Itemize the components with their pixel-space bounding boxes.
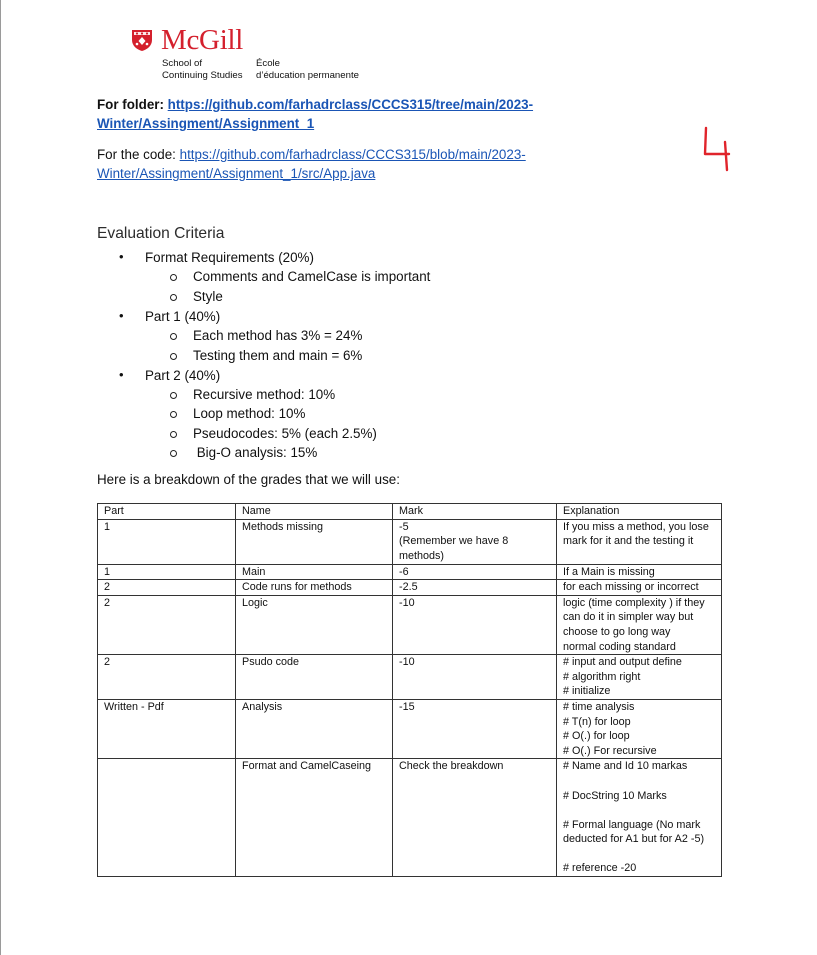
circle-bullet-icon [170, 353, 177, 360]
explanation-line: # initialize [563, 685, 611, 698]
breakdown-intro: Here is a breakdown of the grades that we will use: [97, 472, 400, 487]
explanation-line: can do it in simpler way but [563, 611, 694, 624]
bullet-icon: • [119, 308, 124, 323]
explanation-line: mark for it and the testing it [563, 535, 694, 548]
folder-link-line1[interactable]: https://github.com/farhadrclass/CCCS315/tree/main/2023- [167, 97, 534, 112]
circle-bullet-icon [170, 274, 177, 281]
mark-line: -5 [399, 520, 409, 533]
explanation-line: deducted for A1 but for A2 -5) [563, 833, 705, 846]
cell-explanation [557, 655, 722, 700]
logo-subtitle-fr-line2: d’éducation permanente [256, 70, 359, 81]
explanation-line: # Formal language (No mark [563, 818, 701, 831]
folder-paragraph [97, 95, 533, 133]
mark-line: -6 [399, 565, 409, 578]
grades-table-body [98, 519, 722, 876]
table-row [98, 759, 722, 877]
mark-line: -15 [399, 700, 415, 713]
criteria-item-part1: Part 1 (40%) [145, 309, 221, 324]
mark-line: (Remember we have 8 [399, 535, 509, 548]
criteria-sub-loop: Loop method: 10% [193, 406, 306, 421]
cell-name: Code runs for methods [236, 580, 393, 596]
criteria-sub-bigo: Big-O analysis: 15% [193, 445, 318, 460]
cell-mark [393, 580, 557, 596]
bullet-icon: • [119, 249, 124, 264]
explanation-line: for each missing or incorrect [563, 581, 699, 594]
cell-part: 2 [98, 580, 236, 596]
cell-name: Analysis [236, 699, 393, 758]
table-row [98, 655, 722, 700]
page-edge [0, 0, 1, 955]
evaluation-criteria-heading: Evaluation Criteria [97, 225, 225, 242]
handwritten-grade-mark [702, 124, 732, 174]
mcgill-crest-icon [130, 28, 154, 52]
table-row [98, 580, 722, 596]
explanation-line: logic (time complexity ) if they [563, 596, 705, 609]
cell-explanation [557, 580, 722, 596]
logo-subtitle-en [162, 58, 243, 82]
header-name: Name [236, 504, 393, 520]
table-row [98, 699, 722, 758]
criteria-item-format: Format Requirements (20%) [145, 250, 314, 265]
circle-bullet-icon [170, 450, 177, 457]
explanation-line: # input and output define [563, 656, 682, 669]
folder-label: For folder: [97, 97, 168, 112]
criteria-sub-each-method: Each method has 3% = 24% [193, 328, 363, 343]
cell-mark [393, 759, 557, 877]
code-link-line2[interactable]: Winter/Assingment/Assignment_1/src/App.java [97, 166, 376, 181]
grades-table [97, 503, 722, 877]
header-part: Part [98, 504, 236, 520]
table-header-row [98, 504, 722, 520]
logo-wordmark: McGill [161, 24, 243, 56]
explanation-line: # O(.) for loop [563, 730, 630, 743]
table-row [98, 519, 722, 564]
explanation-gap [563, 847, 715, 862]
criteria-sub-pseudocodes: Pseudocodes: 5% (each 2.5%) [193, 426, 377, 441]
explanation-line: # time analysis [563, 700, 635, 713]
explanation-line: # O(.) For recursive [563, 744, 657, 757]
circle-bullet-icon [170, 411, 177, 418]
cell-explanation [557, 519, 722, 564]
code-label: For the code: [97, 147, 180, 162]
explanation-line: # T(n) for loop [563, 715, 631, 728]
explanation-line: normal coding standard [563, 640, 676, 653]
cell-explanation [557, 595, 722, 654]
logo-subtitle-en-line1: School of [162, 58, 203, 69]
criteria-item-part2: Part 2 (40%) [145, 368, 221, 383]
code-link-line1[interactable]: https://github.com/farhadrclass/CCCS315/blob/main/2023- [179, 147, 526, 162]
mark-line: Check the breakdown [399, 760, 504, 773]
cell-name: Format and CamelCaseing [236, 759, 393, 877]
explanation-gap [563, 803, 715, 818]
cell-explanation [557, 699, 722, 758]
cell-name: Logic [236, 595, 393, 654]
cell-part [98, 759, 236, 877]
mark-line: methods) [399, 549, 445, 562]
circle-bullet-icon [170, 392, 177, 399]
logo-subtitle-fr-line1: École [256, 58, 280, 69]
circle-bullet-icon [170, 294, 177, 301]
cell-part: 1 [98, 564, 236, 580]
circle-bullet-icon [170, 333, 177, 340]
header-explanation: Explanation [557, 504, 722, 520]
cell-mark [393, 564, 557, 580]
cell-part: 2 [98, 655, 236, 700]
cell-explanation [557, 564, 722, 580]
cell-mark [393, 699, 557, 758]
bullet-icon: • [119, 367, 124, 382]
explanation-line: choose to go long way [563, 625, 671, 638]
criteria-sub-recursive: Recursive method: 10% [193, 387, 336, 402]
cell-part: Written - Pdf [98, 699, 236, 758]
explanation-line: # reference -20 [563, 862, 637, 875]
cell-part: 1 [98, 519, 236, 564]
explanation-line: # Name and Id 10 markas [563, 760, 688, 773]
cell-name: Main [236, 564, 393, 580]
criteria-sub-style: Style [193, 289, 223, 304]
cell-mark [393, 655, 557, 700]
table-row [98, 564, 722, 580]
explanation-line: # algorithm right [563, 670, 641, 683]
header-mark: Mark [393, 504, 557, 520]
cell-name: Methods missing [236, 519, 393, 564]
cell-part: 2 [98, 595, 236, 654]
code-paragraph [97, 145, 526, 183]
cell-name: Psudo code [236, 655, 393, 700]
cell-explanation [557, 759, 722, 877]
mark-line: -2.5 [399, 581, 418, 594]
logo-subtitle-en-line2: Continuing Studies [162, 70, 243, 81]
mark-line: -10 [399, 656, 415, 669]
criteria-sub-comments: Comments and CamelCase is important [193, 269, 431, 284]
circle-bullet-icon [170, 431, 177, 438]
table-row [98, 595, 722, 654]
cell-mark [393, 595, 557, 654]
explanation-gap [563, 774, 715, 789]
explanation-line: If you miss a method, you lose [563, 520, 709, 533]
mark-line: -10 [399, 596, 415, 609]
mcgill-logo [130, 24, 390, 85]
folder-link-line2[interactable]: Winter/Assingment/Assignment_1 [97, 116, 315, 131]
explanation-line: # DocString 10 Marks [563, 789, 667, 802]
criteria-sub-testing: Testing them and main = 6% [193, 348, 363, 363]
cell-mark [393, 519, 557, 564]
logo-subtitle-fr [256, 58, 359, 82]
explanation-line: If a Main is missing [563, 565, 655, 578]
